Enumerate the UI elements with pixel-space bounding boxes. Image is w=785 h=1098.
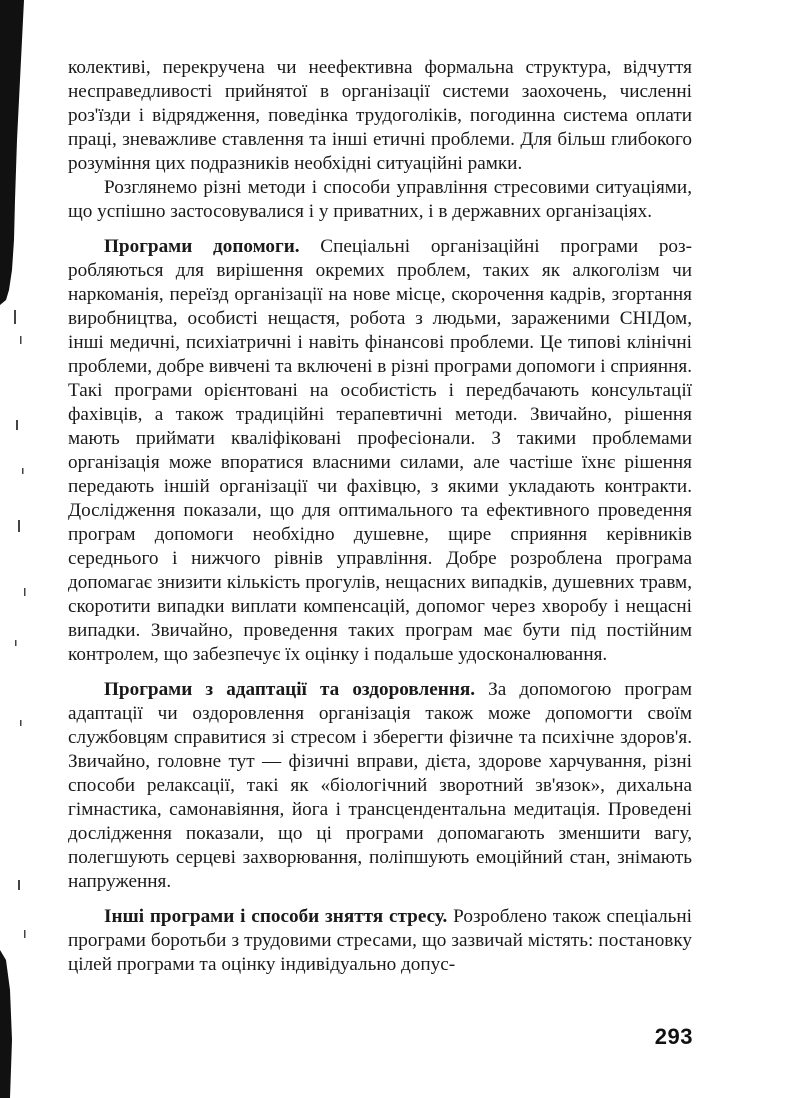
paragraph-assistance-programs — [68, 235, 692, 667]
section-heading-assistance: Програми допомоги. — [104, 236, 300, 257]
section-heading-adaptation: Програми з адаптації та оздоровлення. — [104, 679, 476, 700]
paragraph-text: Спеціальні організаційні програми розробляються для вирішення окремих проблем, таких як алкоголізм чи наркоманія, переїзд організації на нове місце, скорочення кадрів, згортання виробництва, особисті нещастя, робота з людьми, зараженими СНІДом, інші медичні, психіатричні і навіть фінансові проблеми. Це типові клінічні проблеми, добре вивчені та включені в різні програми допомоги і сприяння. Такі програми орієнтовані на особистість і передбачають консультації фахівців, а також традиційні терапевтичні методи. Звичайно, рішення мають приймати кваліфіковані професіонали. З такими проблемами організація може впоратися власними силами, але частіше їхнє рішення передають іншій організації чи фахівцю, з якими укладають контракти. Дослідження показали, що для оптимального та ефективного проведення програм допомоги необхідно душевне, щире сприяння керівників середнього і нижчого рівнів управління. Добре розроблена програма допомагає знизити кількість прогулів, нещасних випадків, душевних травм, скоротити випадки виплати компенсацій, допомог через хворобу і нещасні випадки. Звичайно, проведення таких програм має бути під постійним контролем, що забезпечує їх оцінку і подальше удосконалювання. — [68, 236, 692, 665]
page-number: 293 — [654, 1024, 693, 1049]
paragraph-other-programs — [68, 905, 692, 977]
body-text-column — [68, 56, 692, 977]
paragraph-methods-intro — [68, 176, 692, 224]
paragraph-text: Розроблено також спеціальні програми боротьби з трудовими стресами, що зазвичай містять: постановку цілей програми та оцінку індивідуально допус- — [68, 906, 692, 975]
paragraph-stress-factors — [68, 56, 692, 176]
paragraph-text: За допомогою програм адаптації чи оздоровлення організація також може допомогти своїм службовцям справитися зі стресом і зберегти фізичне та психічне здоров'я. Звичайно, головне тут — фізичні вправи, дієта, здорове харчування, різні способи релаксації, такі як «біологічний зворотний зв'язок», дихальна гімнастика, самонавіяння, йога і трансцендентальна медитація. Проведені дослідження показали, що ці програми допомагають зменшити вагу, полегшують серцеві захворювання, поліпшують емоційний стан, знімають напруження. — [68, 679, 692, 892]
paragraph-text: колективі, перекручена чи неефективна формальна структура, відчуття несправедливості прийнятої в організації системи заохочень, численні роз'їзди і відрядження, поведінка трудоголіків, погодинна система оплати праці, зневажливе ставлення та інші етичні проблеми. Для більш глибокого розуміння цих подразників необхідні ситуаційні рамки. — [68, 57, 692, 174]
paragraph-adaptation-programs — [68, 678, 692, 894]
section-heading-other: Інші програми і способи зняття стресу. — [104, 906, 448, 927]
paragraph-text: Розглянемо різні методи і способи управління стресовими ситуаціями, що успішно застосовувалися і у приватних, і в державних організаціях. — [68, 177, 692, 222]
scanned-spine-edge — [0, 0, 42, 1098]
